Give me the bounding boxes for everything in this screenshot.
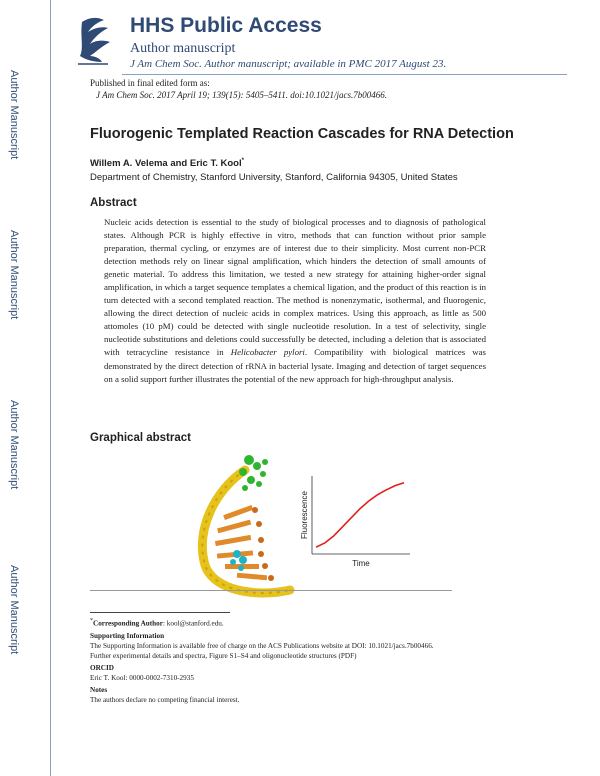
author-manuscript-subtitle: Author manuscript (130, 41, 236, 56)
orcid-heading: ORCID (90, 664, 114, 672)
supporting-info-heading: Supporting Information (90, 632, 165, 640)
margin-rule (50, 0, 51, 776)
chart-plot-area (316, 483, 404, 547)
corresponding-author-line (90, 617, 224, 629)
article-title: Fluorogenic Templated Reaction Cascades for RNA Detection (90, 126, 514, 142)
header-rule (122, 74, 567, 75)
figure-rule (90, 590, 452, 591)
abstract-body (104, 216, 486, 386)
abstract-heading: Abstract (90, 197, 137, 209)
footnote-rule (90, 612, 230, 613)
corresponding-email: : kool@stanford.edu. (162, 619, 224, 628)
journal-availability-line: J Am Chem Soc. Author manuscript; available in PMC 2017 August 23. (130, 58, 447, 70)
abstract-text-part1: Nucleic acids detection is essential to the study of biological processes and to diagnosis of pathological states. Although PCR is highly effective in vitro, methods that can function without prior sample preparation, thermal cycling, or enzymes are of interest due to their simplicity. Most current non-PCR detection methods rely on linear signal amplification, which hinders the detection of small amounts of genetic material. To address this limitation, we tested a new strategy for attaining higher-order signal amplification, in which a target sequence templates a chemical ligation, and the product of this reaction is in turn detected with a second templated reaction. The method is nonenzymatic, isothermal, and fluorogenic, allowing the direct detection of nucleic acids in complex matrices. Using this approach, as little as 500 attomoles (10 pM) could be detected with single nucleotide resolution. In a test of selectivity, single nucleotide substitutions and deletions could successfully be detected, including a deletion that is associated with tetracycline resistance in (104, 217, 486, 358)
hhs-public-access-title: HHS Public Access (130, 14, 322, 37)
series-line-signal (316, 483, 404, 547)
side-label-author-manuscript: Author Manuscript (8, 565, 20, 655)
side-label-author-manuscript: Author Manuscript (8, 70, 20, 160)
corresponding-label: Corresponding Author (93, 619, 163, 628)
corresponding-asterisk: * (90, 618, 93, 624)
chart-y-label: Fluorescence (300, 490, 309, 540)
notes-value: The authors declare no competing financial interest. (90, 696, 240, 704)
article-authors (90, 158, 244, 169)
hhs-eagle-logo-icon (74, 14, 114, 68)
orcid-value: Eric T. Kool: 0000-0002-7310-2935 (90, 674, 194, 682)
affiliation: Department of Chemistry, Stanford University, Stanford, California 94305, United States (90, 172, 458, 183)
authors-text: Willem A. Velema and Eric T. Kool (90, 158, 242, 170)
published-citation: J Am Chem Soc. 2017 April 19; 139(15): 5405–5411. doi:10.1021/jacs.7b00466. (96, 90, 387, 100)
fluorescence-chart (298, 472, 418, 574)
author-asterisk: * (241, 158, 244, 164)
chart-x-label: Time (352, 559, 370, 568)
side-label-author-manuscript: Author Manuscript (8, 400, 20, 490)
supporting-info-line1: The Supporting Information is available free of charge on the ACS Publications website at DOI: 10.1021/jacs.7b00466. (90, 642, 434, 650)
notes-heading: Notes (90, 686, 108, 694)
abstract-text-part2: . Compatibility with biological matrices was demonstrated by the direct detection of rRNA in bacterial lysate. Imaging and detection of target sequences on a solid support further illustrates the potential of the new approach for high-throughput analysis. (104, 347, 486, 384)
side-label-author-manuscript: Author Manuscript (8, 230, 20, 320)
supporting-info-line2: Further experimental details and spectra, Figure S1–S4 and oligonucleotide structures (PDF) (90, 652, 357, 660)
graphical-abstract-heading: Graphical abstract (90, 432, 191, 444)
rna-helix-illustration-icon (185, 450, 315, 600)
published-label: Published in final edited form as: (90, 78, 210, 88)
abstract-organism: Helicobacter pylori (230, 347, 305, 358)
